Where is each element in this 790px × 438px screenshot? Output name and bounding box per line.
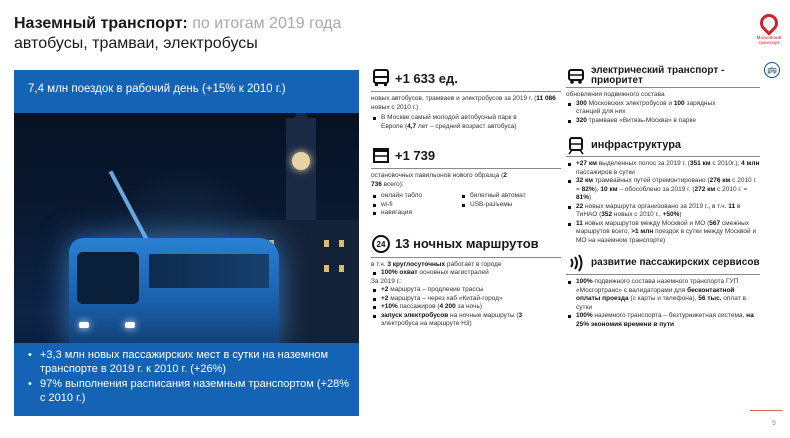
page-title-line2: автобусы, трамваи, электробусы [14,35,258,52]
pavilions-heading: +1 739 [395,147,436,163]
middle-column [371,66,561,329]
title-subtitle: по итогам 2019 года [192,15,342,32]
night-heading-row [371,232,561,256]
photo-bullet: • +3,3 млн новых пассажирских мест в сутки на наземном транспорте в 2019 г. к 2010 г. (+26%) [28,348,351,376]
logo-caption: Московский транспорт [756,35,782,45]
services-bullet: 100% подвижного состава наземного транспорта ГУП «Мосгортранс» с валидаторами для бесконтактной оплаты проезда (с карты и телефона), 56 тыс. оплат в сутки [566,278,760,312]
services-heading: развитие пассажирских сервисов [591,257,760,268]
night-bullet: 100% охват основных магистралей [371,269,561,278]
svg-text:24: 24 [376,239,386,249]
contactless-icon [566,253,586,273]
pavilions-heading-row [371,143,561,167]
night-bullet: +10% пассажиров (4 200 за ночь) [371,303,561,312]
electric-heading: электрический транспорт - приоритет [591,65,725,86]
electric-bullet: 300 Московских электробусов и 100 зарядных станций для них [566,100,726,117]
footer-accent-line [750,410,782,411]
feature-item: билетный автомат [460,192,541,201]
trolleybus-icon [566,66,586,86]
page-number: 9 [772,420,776,427]
charging-pantograph [109,170,150,243]
bus-stop-icon [371,145,391,165]
divider [566,274,760,275]
electric-bullet: 320 трамваев «Витязь-Москва» в парке [566,117,760,126]
right-column [566,66,760,329]
night-bullet: +2 маршрута – через хаб «Китай-город» [371,295,561,304]
infra-heading-row [566,135,760,155]
services-bullet: 100% наземного транспорта – безтурникетная система, на 25% экономия времени в пути [566,312,760,329]
moscow-transport-logo [755,14,783,45]
night-bullet: +2 маршрута – продление трассы [371,286,561,295]
bus-icon [371,68,391,88]
tram-icon [566,135,586,155]
divider [566,87,760,88]
electric-bus-image [69,238,279,346]
units-heading: +1 633 ед. [395,70,458,86]
divider [371,257,561,258]
feature-item: онлайн табло [371,192,452,201]
units-text: новых автобусов, трамваев и электробусов за 2019 г. (11 086 новых с 2010 г.) [371,95,556,111]
night-bullet: запуск электробусов на ночные маршруты (3 электробуса на маршруте Н3) [371,312,541,329]
infra-bullet: 22 новых маршрута организовано за 2019 г., в т.ч. 11 в ТиНАО (352 новых с 2010 г., +50%) [566,203,760,220]
electric-intro: обновления подвижного состава [566,91,665,98]
night-heading: 13 ночных маршрутов [395,236,539,251]
infra-bullet: 32 км трамвайных путей отремонтировано (276 км с 2010 г. = 82%), 10 км – обособлено за 2019 г. (272 км с 2010 г. = 81%) [566,177,760,203]
photo-footer [14,343,359,416]
infra-heading: инфраструктура [591,139,682,151]
pavilion-features [371,192,541,218]
logo-pin-icon [756,10,781,35]
photo-panel [14,70,359,416]
feature-item: навигация [371,209,452,218]
divider [371,91,561,92]
feature-item: wi-fi [371,201,452,210]
pavilions-text: остановочных павильонов нового образца (2 736 всего): [371,172,507,188]
electric-heading-row [566,66,760,86]
night-line1: в т.ч. 3 круглосуточных работает в городе [371,260,502,268]
clock-24-icon [371,234,391,254]
title-bold: Наземный транспорт: [14,15,188,32]
infra-bullet: +27 км выделенных полос за 2019 г. (351 км с 2010г.); 4 млн пассажиров в сутки [566,160,760,177]
night-line2: За 2019 г.: [371,277,402,285]
photo-banner: 7,4 млн поездок в рабочий день (+15% к 2010 г.) [14,70,359,113]
bus-badge-icon: 🚌 [764,62,780,78]
divider [566,156,760,157]
page-title [14,14,341,33]
units-heading-row [371,66,561,90]
units-bullet: В Москве самый молодой автобусный парк в Европе (4,7 лет – средний возраст автобуса) [371,114,531,131]
services-heading-row [566,253,760,273]
photo-bullet: • 97% выполнения расписания наземным транспортом (+28% с 2010 г.) [28,377,351,405]
infra-bullet: 11 новых маршрутов между Москвой и МО (567 смежных маршрутов всего, >1 млн поездок в сутки между Москвой и МО на наземном транспорте) [566,220,760,246]
feature-item: USB-разъемы [460,201,541,210]
divider [371,168,561,169]
